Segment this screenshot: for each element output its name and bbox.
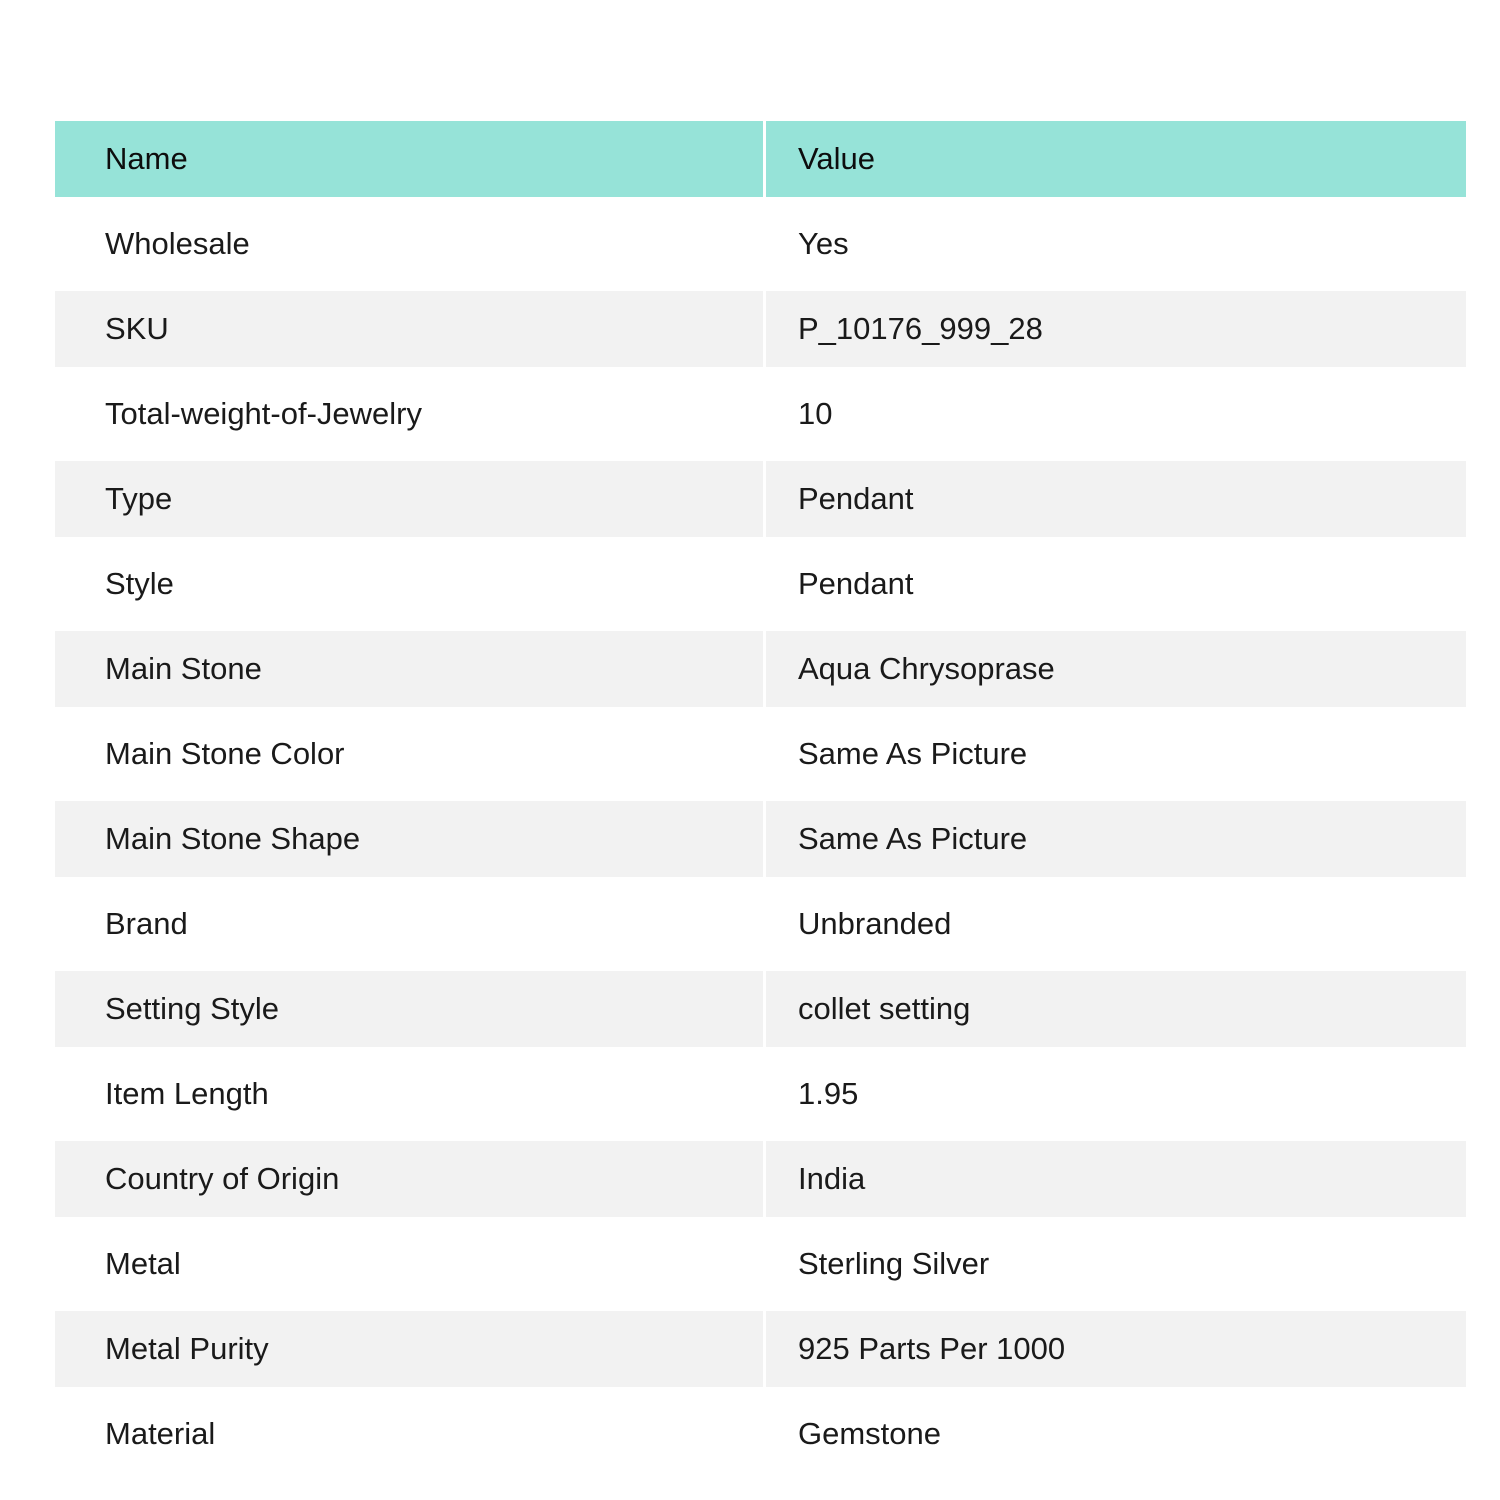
row-name: Setting Style	[55, 971, 766, 1047]
row-name: Main Stone	[55, 631, 766, 707]
table-row	[55, 1141, 1466, 1217]
table-row	[55, 291, 1466, 367]
row-value: collet setting	[766, 971, 1466, 1047]
row-name: SKU	[55, 291, 766, 367]
row-name: Total-weight-of-Jewelry	[55, 367, 766, 461]
table-row	[55, 1311, 1466, 1387]
table-row	[55, 631, 1466, 707]
row-name: Type	[55, 461, 766, 537]
row-value: Unbranded	[766, 877, 1466, 971]
row-value: Pendant	[766, 537, 1466, 631]
row-value: Sterling Silver	[766, 1217, 1466, 1311]
row-name: Country of Origin	[55, 1141, 766, 1217]
row-name: Item Length	[55, 1047, 766, 1141]
table-header	[55, 121, 1466, 197]
header-name: Name	[55, 121, 766, 197]
row-name: Wholesale	[55, 197, 766, 291]
row-value: Same As Picture	[766, 707, 1466, 801]
spec-table	[55, 121, 1466, 1481]
table-row	[55, 537, 1466, 631]
table-row	[55, 367, 1466, 461]
row-value: Gemstone	[766, 1387, 1466, 1481]
header-row	[55, 121, 1466, 197]
row-name: Main Stone Color	[55, 707, 766, 801]
table-body	[55, 197, 1466, 1481]
row-value: Yes	[766, 197, 1466, 291]
row-value: Same As Picture	[766, 801, 1466, 877]
header-value: Value	[766, 121, 1466, 197]
table-row	[55, 1217, 1466, 1311]
row-name: Metal	[55, 1217, 766, 1311]
row-name: Style	[55, 537, 766, 631]
row-value: 1.95	[766, 1047, 1466, 1141]
row-value: India	[766, 1141, 1466, 1217]
row-value: 925 Parts Per 1000	[766, 1311, 1466, 1387]
table-row	[55, 1047, 1466, 1141]
row-value: 10	[766, 367, 1466, 461]
table-row	[55, 801, 1466, 877]
table-row	[55, 971, 1466, 1047]
table-row	[55, 877, 1466, 971]
row-name: Metal Purity	[55, 1311, 766, 1387]
row-value: Aqua Chrysoprase	[766, 631, 1466, 707]
table-row	[55, 461, 1466, 537]
table-row	[55, 1387, 1466, 1481]
table-row	[55, 197, 1466, 291]
row-name: Main Stone Shape	[55, 801, 766, 877]
table-row	[55, 707, 1466, 801]
row-name: Brand	[55, 877, 766, 971]
row-value: Pendant	[766, 461, 1466, 537]
row-name: Material	[55, 1387, 766, 1481]
row-value: P_10176_999_28	[766, 291, 1466, 367]
